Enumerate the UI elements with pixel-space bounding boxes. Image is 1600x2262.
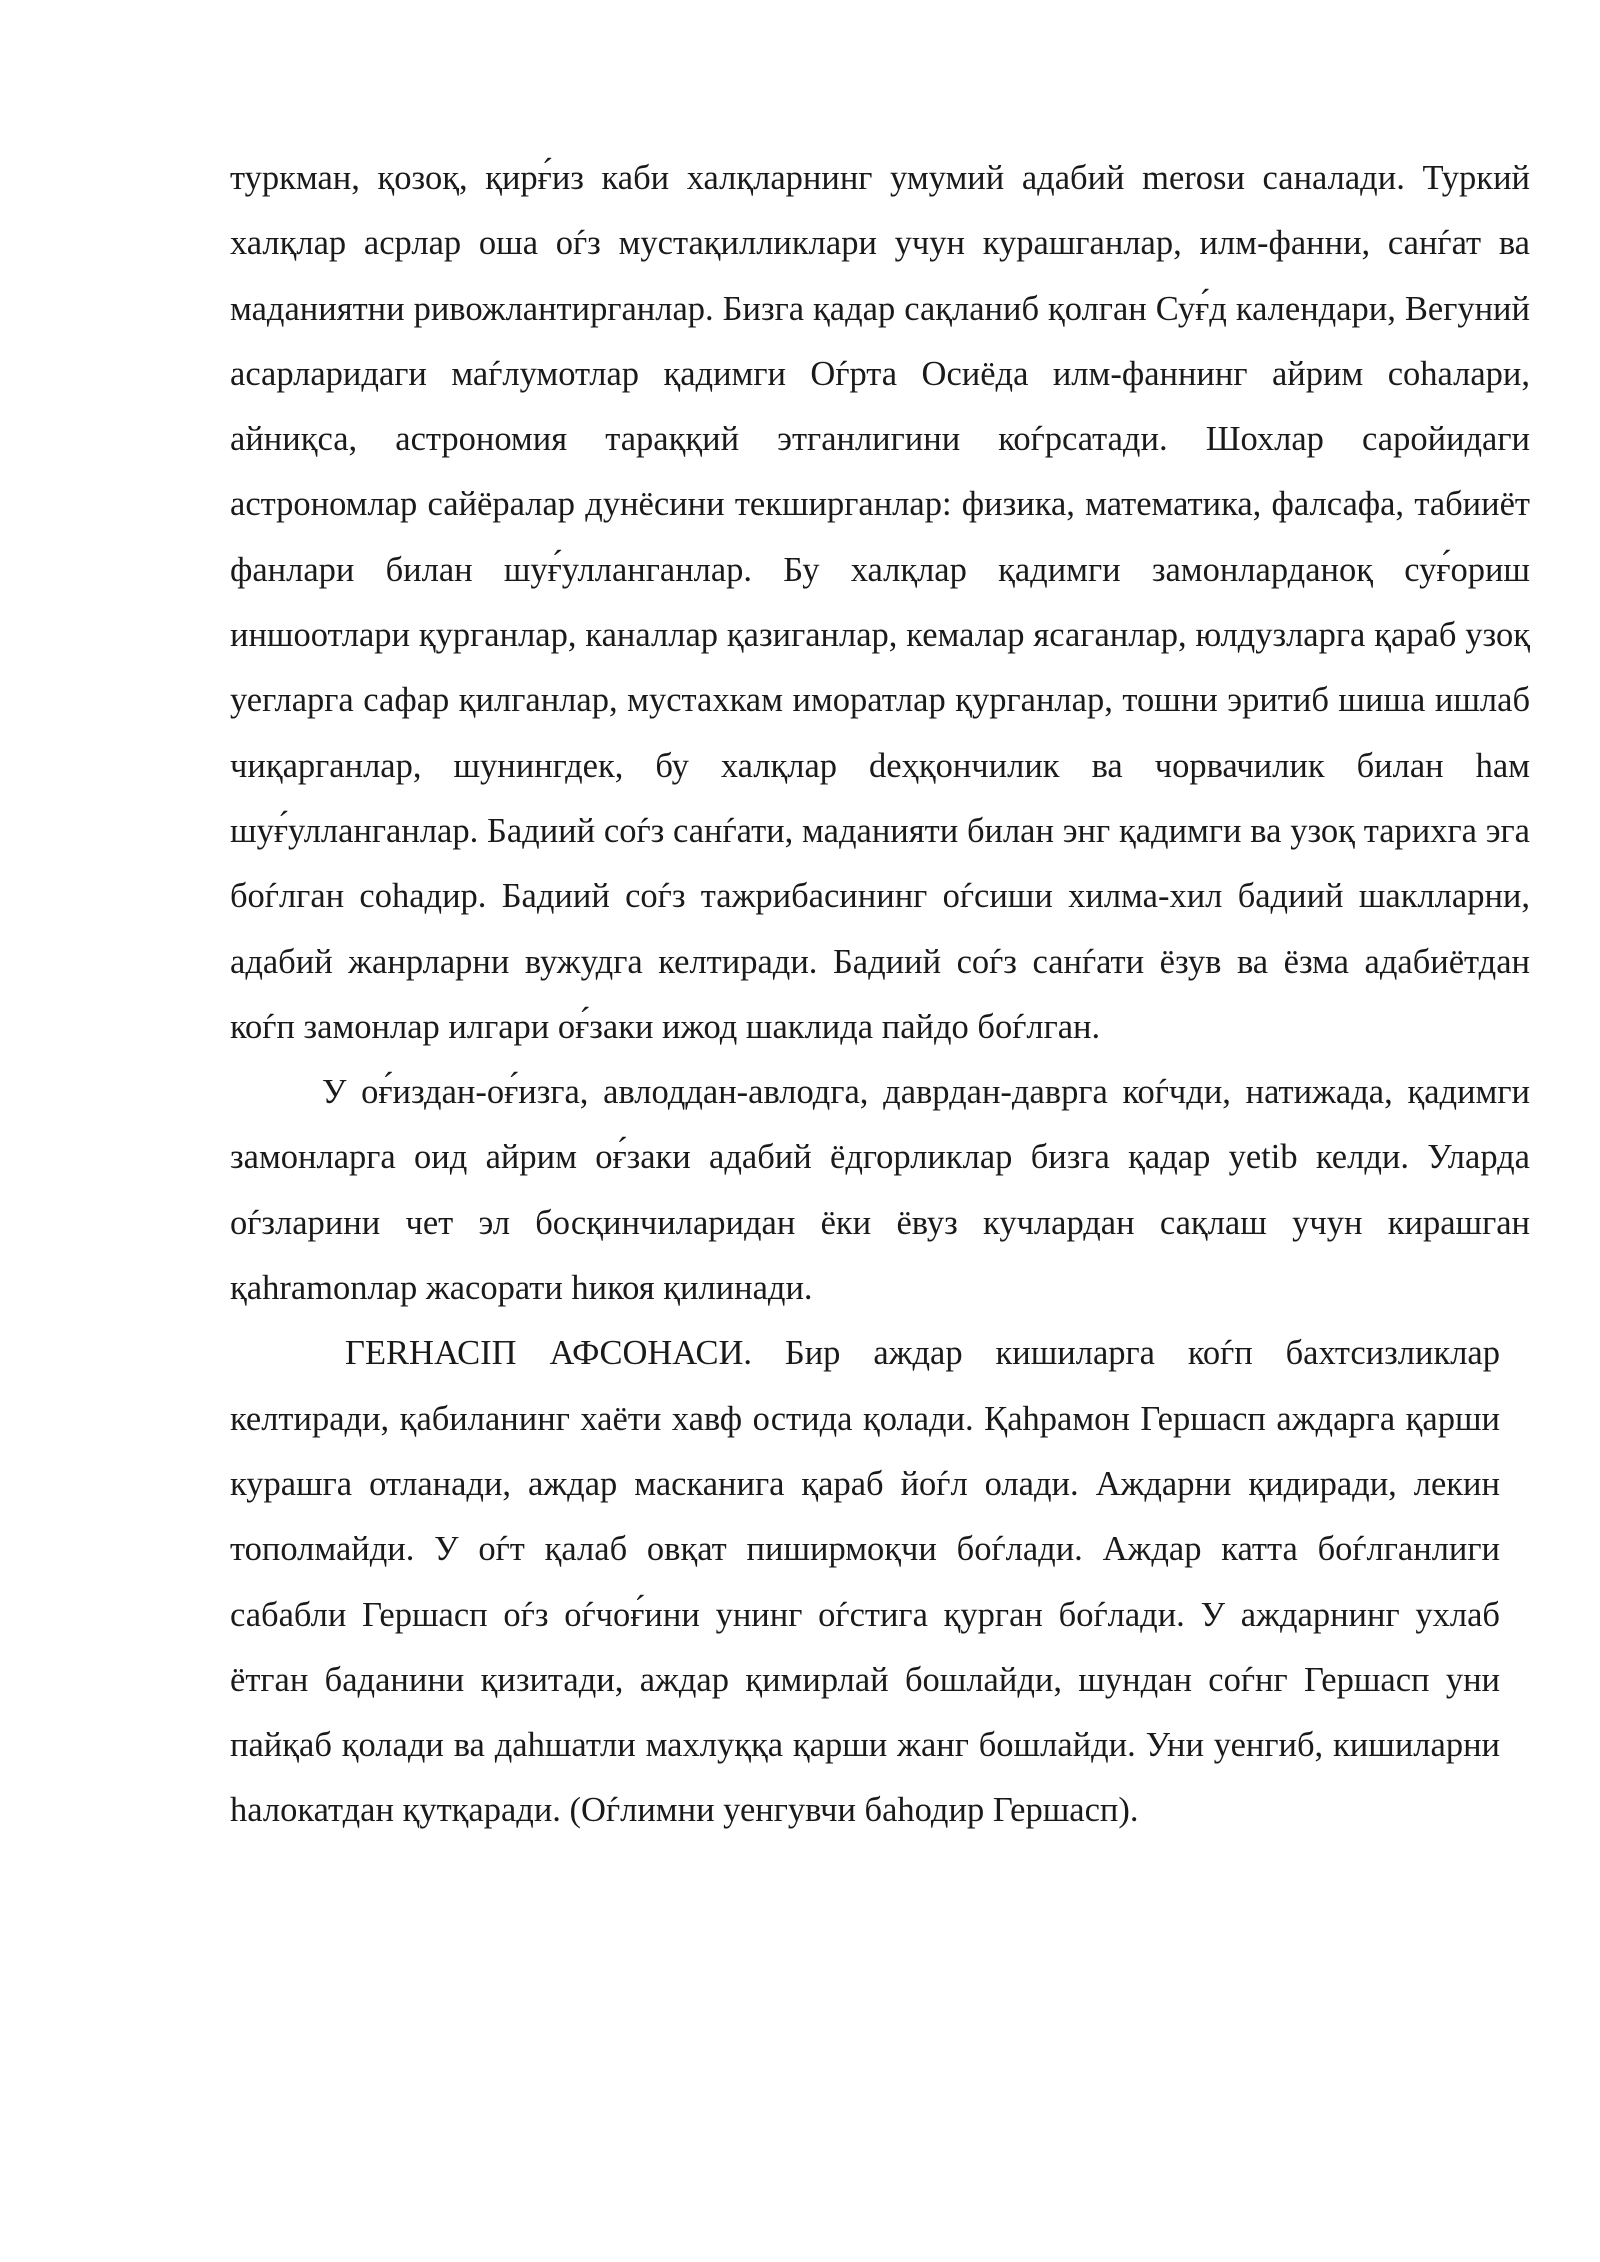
- paragraph-3: ГЕRНАСIП АФСОНАСИ. Бир аждар кишиларга коѓп бахтсизликлар келтиради, қабиланинг хаёти хавф остида қолади. Қаhрамон Гершасп аждарга қарши курашга отланади, аждар масканига қараб йоѓл олади. Аждарни қидиради, лекин тополмайди. У оѓт қалаб овқат пиширмоқчи боѓлади. Аждар катта боѓлганлиги сабабли Гершасп оѓз оѓчоғ́ини унинг оѓстига қурган боѓлади. У аждарнинг ухлаб ётган баданини қизитади, аждар қимирлай бошлайди, шундан соѓнг Гершасп уни пайқаб қолади ва даhшатли махлуққа қарши жанг бошлайди. Уни уенгиб, кишиларни hалокатдан қутқаради. (Оѓлимни уенгувчи баhодир Гершасп).: [230, 1334, 1500, 1830]
- paragraph-1: туркман, қозоқ, қирғ́из каби халқларнинг умумий адабий merosи саналади. Туркий халқлар асрлар оша оѓз мустақилликлари учун курашганлар, илм-фанни, санѓат ва маданиятни ривожлантирганлар. Бизга қадар сақланиб қолган Суғ́д календари, Вегуний асарларидаги маѓлумотлар қадимги Оѓрта Осиёда илм-фаннинг айрим соhалари, айниқса, астрономия тараққий этганлигини коѓрсатади. Шохлар саройидаги астрономлар сайёралар дунёсини текширганлар: физика, математика, фалсафа, табииёт фанлари билан шуғ́улланганлар. Бу халқлар қадимги замонларданоқ суғ́ориш иншоотлари қурганлар, каналлар қазиганлар, кемалар ясаганлар, юлдузларга қараб узоқ уегларга сафар қилганлар, мустахкам иморатлар қурганлар, тошни эритиб шиша ишлаб чиқарганлар, шунингдек, бу халқлар deҳқончилик ва чорвачилик билан hам шуғ́улланганлар. Бадиий соѓз санѓати, маданияти билан энг қадимги ва узоқ тарихга эга боѓлган соhадир. Бадиий соѓз тажрибасининг оѓсиши хилма-хил бадиий шаклларни, адабий жанрларни вужудга келтиради. Бадиий соѓз санѓати ёзув ва ёзма адабиётдан коѓп замонлар илгари оғ́заки ижод шаклида пайдо боѓлган.: [230, 159, 1530, 1046]
- paragraph-2: У оғ́издан-оғ́изга, авлоддан-авлодга, даврдан-даврга коѓчди, натижада, қадимги замонларга оид айрим оғ́заки адабий ёдгорликлар бизга қадар yetib келди. Уларда оѓзларини чет эл босқинчиларидан ёки ёвуз кучлардан сақлаш учун кирашган қаhramonлар жасорати hикоя қилинади.: [230, 1073, 1530, 1308]
- document-body: [230, 146, 1530, 1844]
